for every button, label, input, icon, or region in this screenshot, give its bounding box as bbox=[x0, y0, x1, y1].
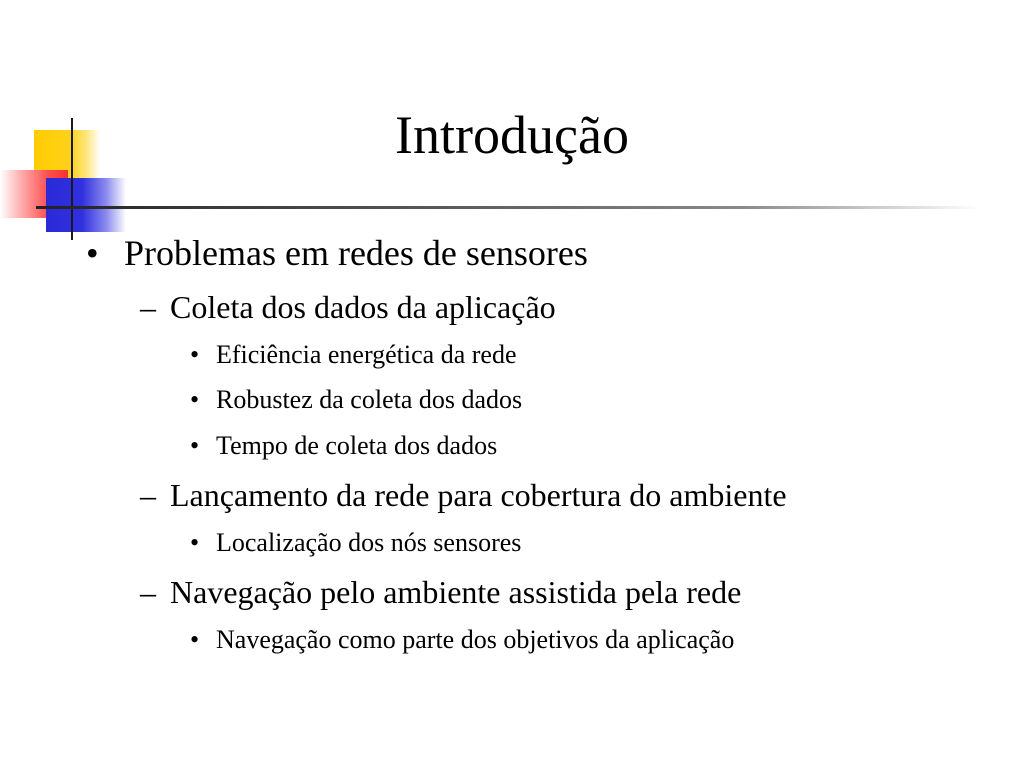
bullet-text: Robustez da coleta dos dados bbox=[216, 385, 523, 414]
bullet-text: Problemas em redes de sensores bbox=[124, 233, 588, 273]
bullet-text: Localização dos nós sensores bbox=[216, 528, 522, 557]
bullet-marker: • bbox=[190, 528, 200, 557]
bullet-marker: • bbox=[190, 340, 200, 369]
bullet-marker: • bbox=[86, 233, 99, 273]
bullet-text: Navegação pelo ambiente assistida pela rede bbox=[170, 574, 742, 610]
bullet-text: Eficiência energética da rede bbox=[216, 340, 517, 369]
dash-marker: – bbox=[140, 574, 156, 610]
slide-title: Introdução bbox=[395, 105, 629, 165]
bullet-marker: • bbox=[190, 625, 200, 654]
bullet-marker: • bbox=[190, 385, 200, 414]
bullet-text: Lançamento da rede para cobertura do ambiente bbox=[170, 477, 787, 513]
bullet-marker: • bbox=[190, 431, 200, 460]
bullet-text: Coleta dos dados da aplicação bbox=[170, 289, 556, 325]
dash-marker: – bbox=[140, 289, 156, 325]
bullet-text: Navegação como parte dos objetivos da aplicação bbox=[216, 625, 735, 654]
bullet-text: Tempo de coleta dos dados bbox=[216, 431, 498, 460]
dash-marker: – bbox=[140, 477, 156, 513]
